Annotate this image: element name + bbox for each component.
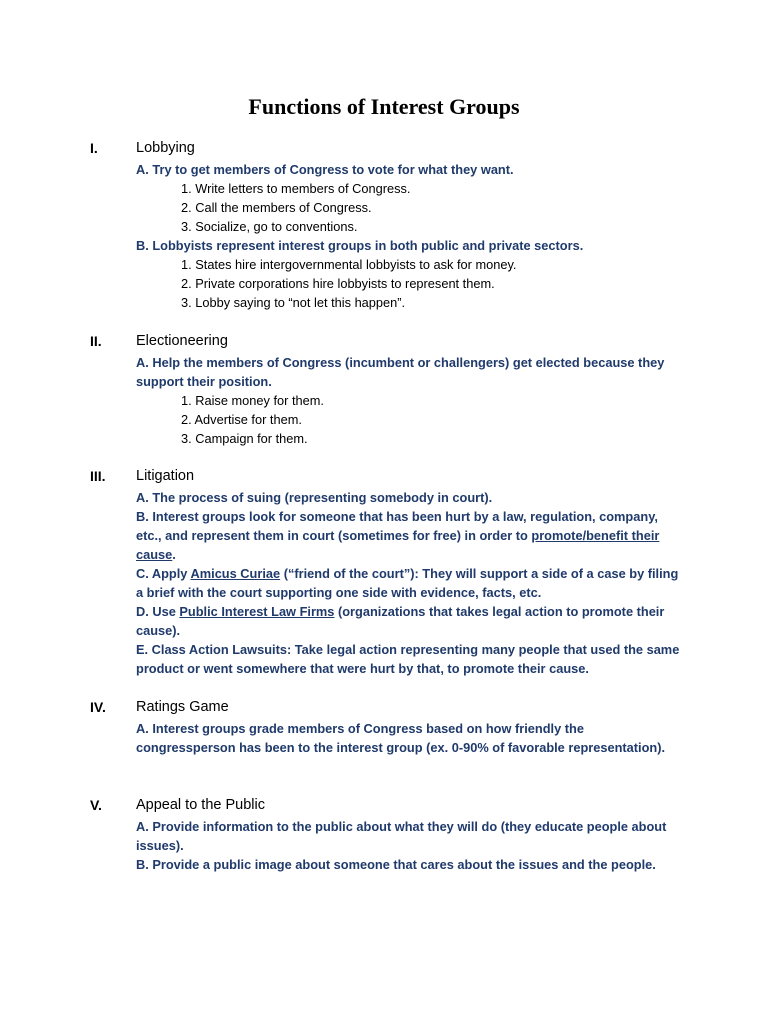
subpoint-text: . <box>172 547 176 562</box>
subpoint: A. Interest groups grade members of Congress based on how friendly the congressperson has been to the interest group (ex. 0-90% of favorable representation). <box>136 721 666 755</box>
section-numeral: III. <box>90 468 106 484</box>
underlined-term: Public Interest Law Firms <box>179 604 335 619</box>
list-item: 2. Private corporations hire lobbyists to represent them. <box>181 276 495 291</box>
underlined-term: Amicus Curiae <box>190 566 281 581</box>
list-item: 3. Campaign for them. <box>181 431 308 446</box>
subpoint-text: D. Use <box>136 604 180 619</box>
subpoint <box>136 602 684 640</box>
subpoint: A. The process of suing (representing somebody in court). <box>136 490 493 505</box>
section-numeral: II. <box>90 333 102 349</box>
list-item: 2. Advertise for them. <box>181 412 302 427</box>
section-heading: Ratings Game <box>136 699 229 715</box>
subpoint: A. Provide information to the public about what they will do (they educate people about issues). <box>136 819 667 853</box>
subpoint: E. Class Action Lawsuits: Take legal action representing many people that used the same product or went somewhere that were hurt by that, to promote their cause. <box>136 642 680 676</box>
section-heading: Appeal to the Public <box>136 797 265 813</box>
list-item: 3. Lobby saying to “not let this happen”. <box>181 295 406 310</box>
underlined-term: promote/benefit their cause <box>136 528 660 562</box>
subpoint: B. Lobbyists represent interest groups in both public and private sectors. <box>136 238 584 253</box>
subpoint-text: C. Apply <box>136 566 191 581</box>
list-item: 3. Socialize, go to conventions. <box>181 219 358 234</box>
section-body <box>136 160 684 312</box>
subpoint: A. Help the members of Congress (incumbent or challengers) get elected because they support their position. <box>136 355 665 389</box>
subpoint <box>136 507 684 564</box>
subpoint <box>136 564 684 602</box>
subpoint-text: (organizations that takes legal action to promote their cause). <box>136 604 665 638</box>
list-item: 2. Call the members of Congress. <box>181 200 372 215</box>
subpoint: A. Try to get members of Congress to vote for what they want. <box>136 162 514 177</box>
list-item: 1. Write letters to members of Congress. <box>181 181 411 196</box>
section-heading: Litigation <box>136 468 195 484</box>
section-numeral: IV. <box>90 699 106 715</box>
section-numeral: V. <box>90 797 102 813</box>
section-heading: Electioneering <box>136 333 228 349</box>
subpoint-text: B. Interest groups look for someone that has been hurt by a law, regulation, company, etc., and represent them in court (sometimes for free) in order to <box>136 509 658 543</box>
section-body <box>136 817 684 874</box>
section-body <box>136 488 684 678</box>
section-body <box>136 353 684 448</box>
subpoint: B. Provide a public image about someone that cares about the issues and the people. <box>136 857 656 872</box>
section-heading: Lobbying <box>136 140 195 156</box>
list-item: 1. Raise money for them. <box>181 393 324 408</box>
section-numeral: I. <box>90 140 98 156</box>
document-title: Functions of Interest Groups <box>248 94 520 119</box>
subpoint-text: (“friend of the court”): They will support a side of a case by filing a brief with the court supporting one side with evidence, facts, etc. <box>136 566 679 600</box>
list-item: 1. States hire intergovernmental lobbyists to ask for money. <box>181 257 517 272</box>
section-body <box>136 719 684 757</box>
